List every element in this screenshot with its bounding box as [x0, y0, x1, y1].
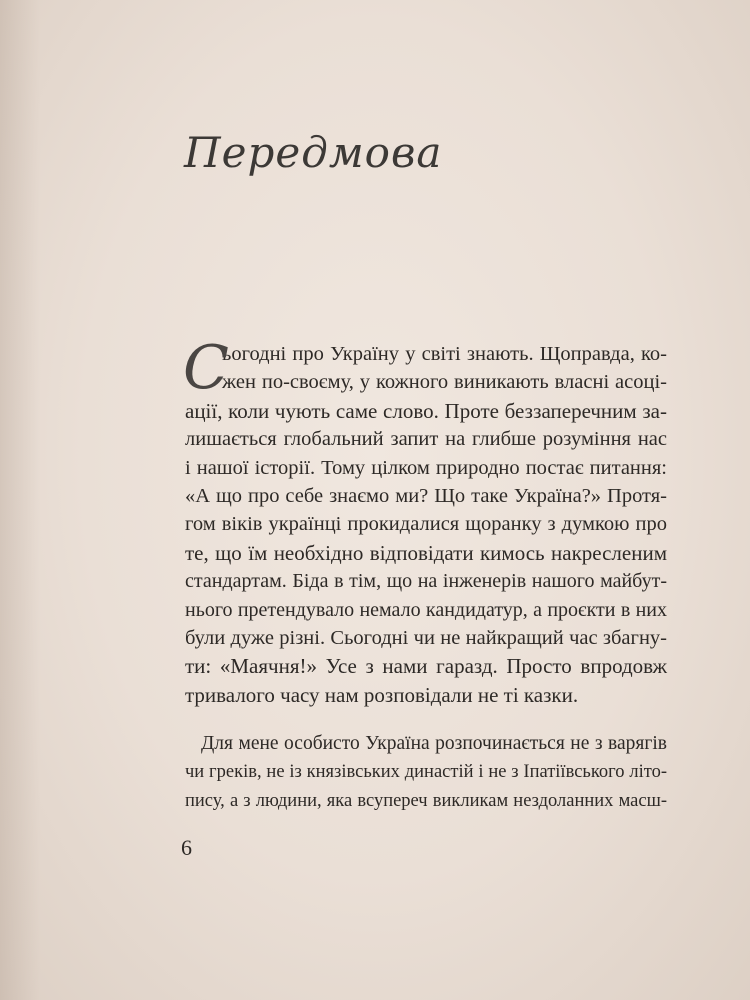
text-line: нього претендувало немало кандидатур, а проєкти в них: [185, 598, 667, 621]
page-edge-shadow: [0, 0, 40, 1000]
text-line: чи греків, не із князівських династій і не з Іпатіївського літо-: [185, 762, 667, 783]
drop-cap: С: [183, 333, 229, 403]
text-line: стандартам. Біда в тім, що на інженерів нашого майбут-: [185, 570, 667, 593]
text-line: жен по-своєму, у кожного виникають власні асоці-: [222, 371, 667, 394]
text-line: гом віків українці прокидалися щоранку з думкою про: [185, 513, 667, 536]
paragraph-1: [183, 333, 667, 709]
text-line: пису, а з людини, яка всупереч викликам нездоланних масш-: [185, 790, 667, 811]
text-line: були дуже різні. Сьогодні чи не найкращий час збагну-: [185, 627, 667, 650]
text-line: ти: «Маячня!» Усе з нами гаразд. Просто впродовж: [185, 654, 667, 679]
text-line: лишається глобальний запит на глибше розуміння нас: [185, 428, 667, 451]
page-number: 6: [181, 835, 192, 860]
text-line: «А що про себе знаємо ми? Що таке Україна?» Протя-: [185, 485, 667, 508]
text-line: ьогодні про Україну у світі знають. Щоправда, ко-: [222, 343, 667, 365]
text-line: Для мене особисто Україна розпочинається не з варягів: [201, 733, 667, 754]
paragraph-2: [185, 730, 667, 815]
text-line: тривалого часу нам розповідали не ті казки.: [185, 682, 579, 707]
chapter-title: Передмова: [184, 128, 443, 177]
text-line: ації, коли чують саме слово. Проте беззаперечним за-: [185, 398, 667, 423]
text-line: те, що їм необхідно відповідати кимось накресленим: [185, 540, 667, 565]
text-line: і нашої історії. Тому цілком природно постає питання:: [185, 456, 667, 479]
